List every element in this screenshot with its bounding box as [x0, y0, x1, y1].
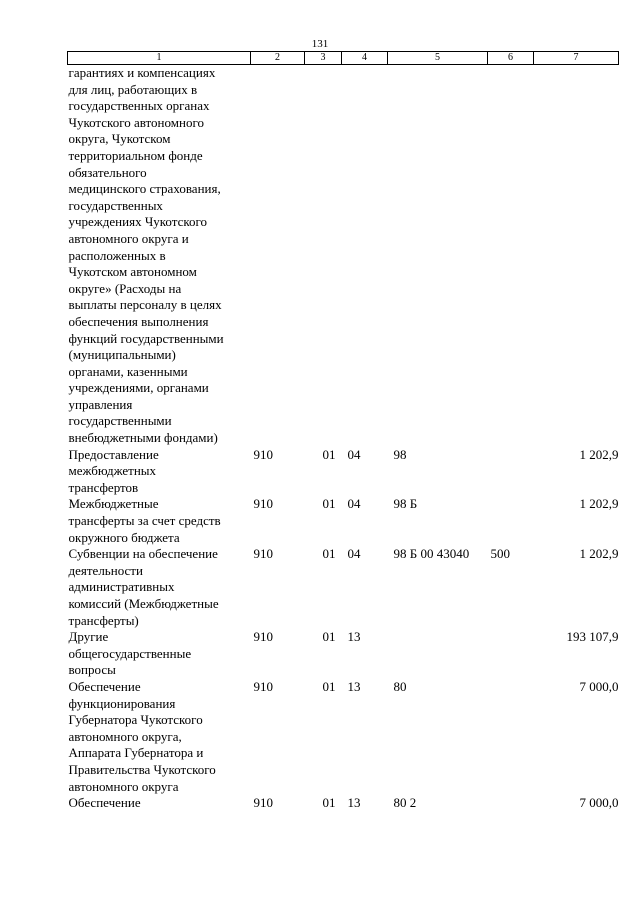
row-expense-type	[488, 496, 534, 546]
header-col-7: 7	[534, 52, 619, 65]
table-body	[68, 65, 619, 812]
row-expense-type	[488, 679, 534, 795]
row-target-article: 80 2	[393, 795, 417, 811]
row-target-article: 80	[393, 678, 407, 694]
row-section-code	[305, 65, 342, 447]
row-ministry-code	[251, 65, 305, 447]
row-section-code: 01	[322, 629, 336, 645]
row-name: Предоставление межбюджетных трансфертов	[68, 446, 159, 495]
row-subsection-code: 04	[347, 496, 361, 512]
row-target-article: 98 Б 00 43040	[393, 546, 470, 562]
row-ministry-code: 910	[253, 678, 273, 694]
row-amount: 7 000,0	[579, 678, 619, 694]
row-expense-type	[488, 65, 534, 447]
row-name: гарантиях и компенсациях для лиц, работающих в государственных органах Чукотского автономного округа, Чукотском территориальном фонде обязательного медицинского страхования, государственных учреждениях Чукотского автономного округа и расположенных в Чукотском автономном округе» (Расходы на выплаты персоналу в целях обеспечения выполнения функций государственными (муниципальными) органами, казенными учреждениями, органами управления государственными внебюджетными фондами)	[68, 65, 224, 446]
header-col-5: 5	[388, 52, 488, 65]
row-target-article: 98	[393, 446, 407, 462]
row-section-code: 01	[322, 795, 336, 811]
header-col-3: 3	[305, 52, 342, 65]
row-expense-type	[488, 447, 534, 497]
row-target-article	[388, 629, 488, 679]
row-amount: 1 202,9	[579, 446, 619, 462]
row-ministry-code: 910	[253, 795, 273, 811]
row-expense-type	[488, 795, 534, 812]
header-col-1: 1	[68, 52, 251, 65]
table-row	[68, 629, 619, 679]
row-name: Обеспечение функционирования Губернатора Чукотского автономного округа, Аппарата Губернатора и Правительства Чукотского автономного округа	[68, 678, 216, 794]
row-amount: 7 000,0	[579, 795, 619, 811]
row-ministry-code: 910	[253, 629, 273, 645]
row-subsection-code: 04	[347, 546, 361, 562]
row-subsection-code: 04	[347, 446, 361, 462]
row-target-article	[388, 65, 488, 447]
row-ministry-code: 910	[253, 546, 273, 562]
table-row	[68, 65, 619, 447]
header-col-2: 2	[251, 52, 305, 65]
table-row	[68, 447, 619, 497]
row-name: Межбюджетные трансферты за счет средств окружного бюджета	[68, 496, 221, 545]
row-amount: 1 202,9	[579, 496, 619, 512]
row-target-article: 98 Б	[393, 496, 418, 512]
table-header	[68, 52, 619, 65]
row-amount: 193 107,9	[566, 629, 619, 645]
row-name: Другие общегосударственные вопросы	[68, 629, 192, 678]
header-col-4: 4	[342, 52, 388, 65]
row-section-code: 01	[322, 678, 336, 694]
row-amount	[534, 65, 619, 447]
row-subsection-code: 13	[347, 678, 361, 694]
row-expense-type	[488, 629, 534, 679]
header-col-6: 6	[488, 52, 534, 65]
row-expense-type: 500	[490, 546, 510, 562]
row-subsection-code: 13	[347, 629, 361, 645]
budget-table	[67, 51, 619, 812]
page-number: 131	[311, 38, 329, 50]
row-name: Субвенции на обеспечение деятельности административных комиссий (Межбюджетные трансферты)	[68, 546, 219, 628]
table-row	[68, 546, 619, 629]
row-ministry-code: 910	[253, 496, 273, 512]
row-section-code: 01	[322, 496, 336, 512]
row-section-code: 01	[322, 546, 336, 562]
table-row	[68, 795, 619, 812]
row-subsection-code: 13	[347, 795, 361, 811]
row-section-code: 01	[322, 446, 336, 462]
row-subsection-code	[342, 65, 388, 447]
row-amount: 1 202,9	[579, 546, 619, 562]
table-row	[68, 679, 619, 795]
table-row	[68, 496, 619, 546]
header-row	[68, 52, 619, 65]
row-name: Обеспечение	[68, 795, 141, 811]
row-ministry-code: 910	[253, 446, 273, 462]
